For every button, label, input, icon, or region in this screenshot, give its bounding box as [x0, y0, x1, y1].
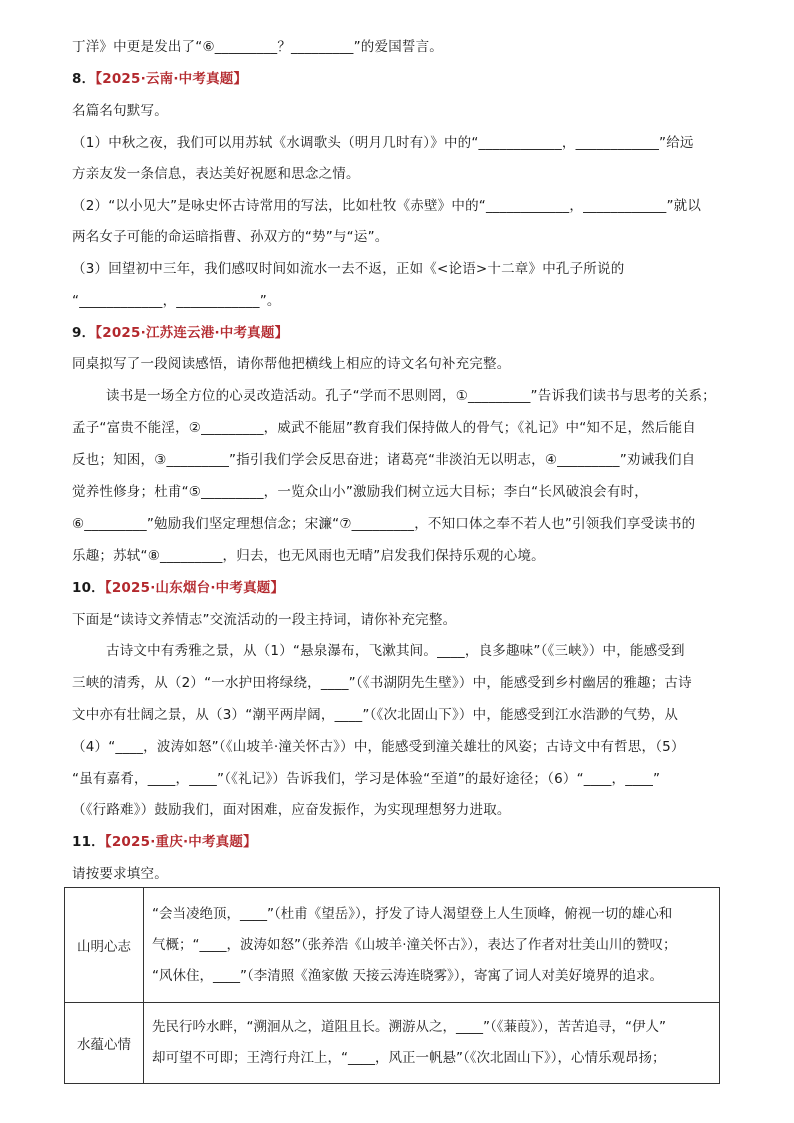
question-prompt: 下面是“读诗文养情志”交流活动的一段主持词，请你补充完整。 [72, 612, 457, 628]
text-line: （4）“____，波涛如怒”（《山坡羊·潼关怀古》）中，能感受到潼关雄壮的风姿；古诗文中有哲思，（5） [72, 739, 685, 755]
question-number: 10． [72, 580, 105, 596]
question-number: 8． [72, 71, 96, 87]
text-line: （3）回望初中三年，我们感叹时间如流水一去不返，正如《<论语>十二章》中孔子所说的 [72, 261, 625, 277]
table-text-line: “会当凌绝顶，____”（杜甫《望岳》），抒发了诗人渴望登上人生顶峰，俯视一切的雄心和 [152, 905, 673, 922]
text-line: 古诗文中有秀雅之景，从（1）“悬泉瀑布，飞漱其间。____，良多趣味”（《三峡》）中，能感受到 [106, 643, 685, 659]
source-tag: 【2025·山东烟台·中考真题】 [104, 580, 285, 596]
table-text-line: 先民行吟水畔，“溯洄从之，道阻且长。溯游从之，____”（《蒹葭》），苦苦追寻，“伊人” [152, 1019, 666, 1035]
table-text-line: “风休住，____”（李清照《渔家傲 天接云涛连晓雾》），寄寓了词人对美好境界的追求。 [152, 967, 664, 984]
table-content-cell [144, 888, 720, 1003]
question-prompt: 名篇名句默写。 [72, 103, 168, 119]
text-line: 乐趣；苏轼“⑧_________，归去，也无风雨也无晴”启发我们保持乐观的心境。 [72, 548, 545, 564]
table-text-line: 却可望不可即；王湾行舟江上，“____，风正一帆悬”（《次北固山下》），心情乐观昂扬； [152, 1050, 666, 1066]
source-tag: 【2025·云南·中考真题】 [95, 71, 248, 87]
text-line: 两名女子可能的命运暗指曹、孙双方的“势”与“运”。 [72, 229, 389, 245]
question-header-9 [72, 322, 288, 344]
text-line: ⑥_________”勉励我们坚定理想信念；宋濂“⑦_________，不知口体之奉不若人也”引领我们享受读书的 [72, 516, 696, 532]
table-content-cell [144, 1003, 720, 1084]
text-line: 觉养性修身；杜甫“⑤_________，一览众山小”激励我们树立远大目标；李白“长风破浪会有时， [72, 484, 648, 500]
fill-in-table [64, 887, 720, 1084]
source-tag: 【2025·江苏连云港·中考真题】 [95, 325, 289, 341]
text-line: “虽有嘉肴，____，____”（《礼记》）告诉我们，学习是体验“至道”的最好途径；（6）“____，____” [72, 771, 661, 787]
source-tag: 【2025·重庆·中考真题】 [104, 834, 257, 850]
question-number: 11． [72, 834, 105, 850]
text-line: 孟子“富贵不能淫，②_________，威武不能屈”教育我们保持做人的骨气；《礼记》中“知不足，然后能自 [72, 420, 696, 436]
text-line: 读书是一场全方位的心灵改造活动。孔子“学而不思则罔，①_________”告诉我们读书与思考的关系； [106, 388, 716, 404]
question-header-10 [72, 577, 284, 599]
text-line: 方亲友发一条信息，表达美好祝愿和思念之情。 [72, 166, 360, 182]
text-line: 三峡的清秀，从（2）“一水护田将绿绕，____”（《书湖阴先生壁》）中，能感受到乡村幽居的雅趣；古诗 [72, 675, 692, 691]
text-line: （1）中秋之夜，我们可以用苏轼《水调歌头（明月几时有）》中的“____________，____________”给远 [72, 135, 694, 151]
question-prompt: 同桌拟写了一段阅读感悟，请你帮他把横线上相应的诗文名句补充完整。 [72, 356, 511, 372]
text-line: （2）“以小见大”是咏史怀古诗常用的写法，比如杜牧《赤壁》中的“____________，____________”就以 [72, 198, 702, 214]
question-header-8 [72, 68, 247, 90]
text-line: 丁洋》中更是发出了“⑥_________？_________”的爱国誓言。 [72, 39, 443, 55]
table-text-line: 气概；“____，波涛如怒”（张养浩《山坡羊·潼关怀古》），表达了作者对壮美山川的赞叹； [152, 936, 677, 953]
text-line: 反也；知困，③_________”指引我们学会反思奋进；诸葛亮“非淡泊无以明志，④_________”劝诫我们自 [72, 452, 696, 468]
table-category-cell: 山明心志 [65, 888, 144, 1003]
text-line: “____________，____________”。 [72, 293, 281, 309]
question-number: 9． [72, 325, 96, 341]
table-row [65, 1003, 720, 1084]
table-row [65, 888, 720, 1003]
table-category-cell: 水蕴心情 [65, 1003, 144, 1084]
question-header-11 [72, 831, 257, 853]
text-line: 文中亦有壮阔之景，从（3）“潮平两岸阔，____”（《次北固山下》）中，能感受到江水浩渺的气势，从 [72, 707, 679, 723]
text-line: （《行路难》）鼓励我们，面对困难，应奋发振作，为实现理想努力进取。 [72, 802, 511, 818]
question-prompt: 请按要求填空。 [72, 866, 168, 882]
